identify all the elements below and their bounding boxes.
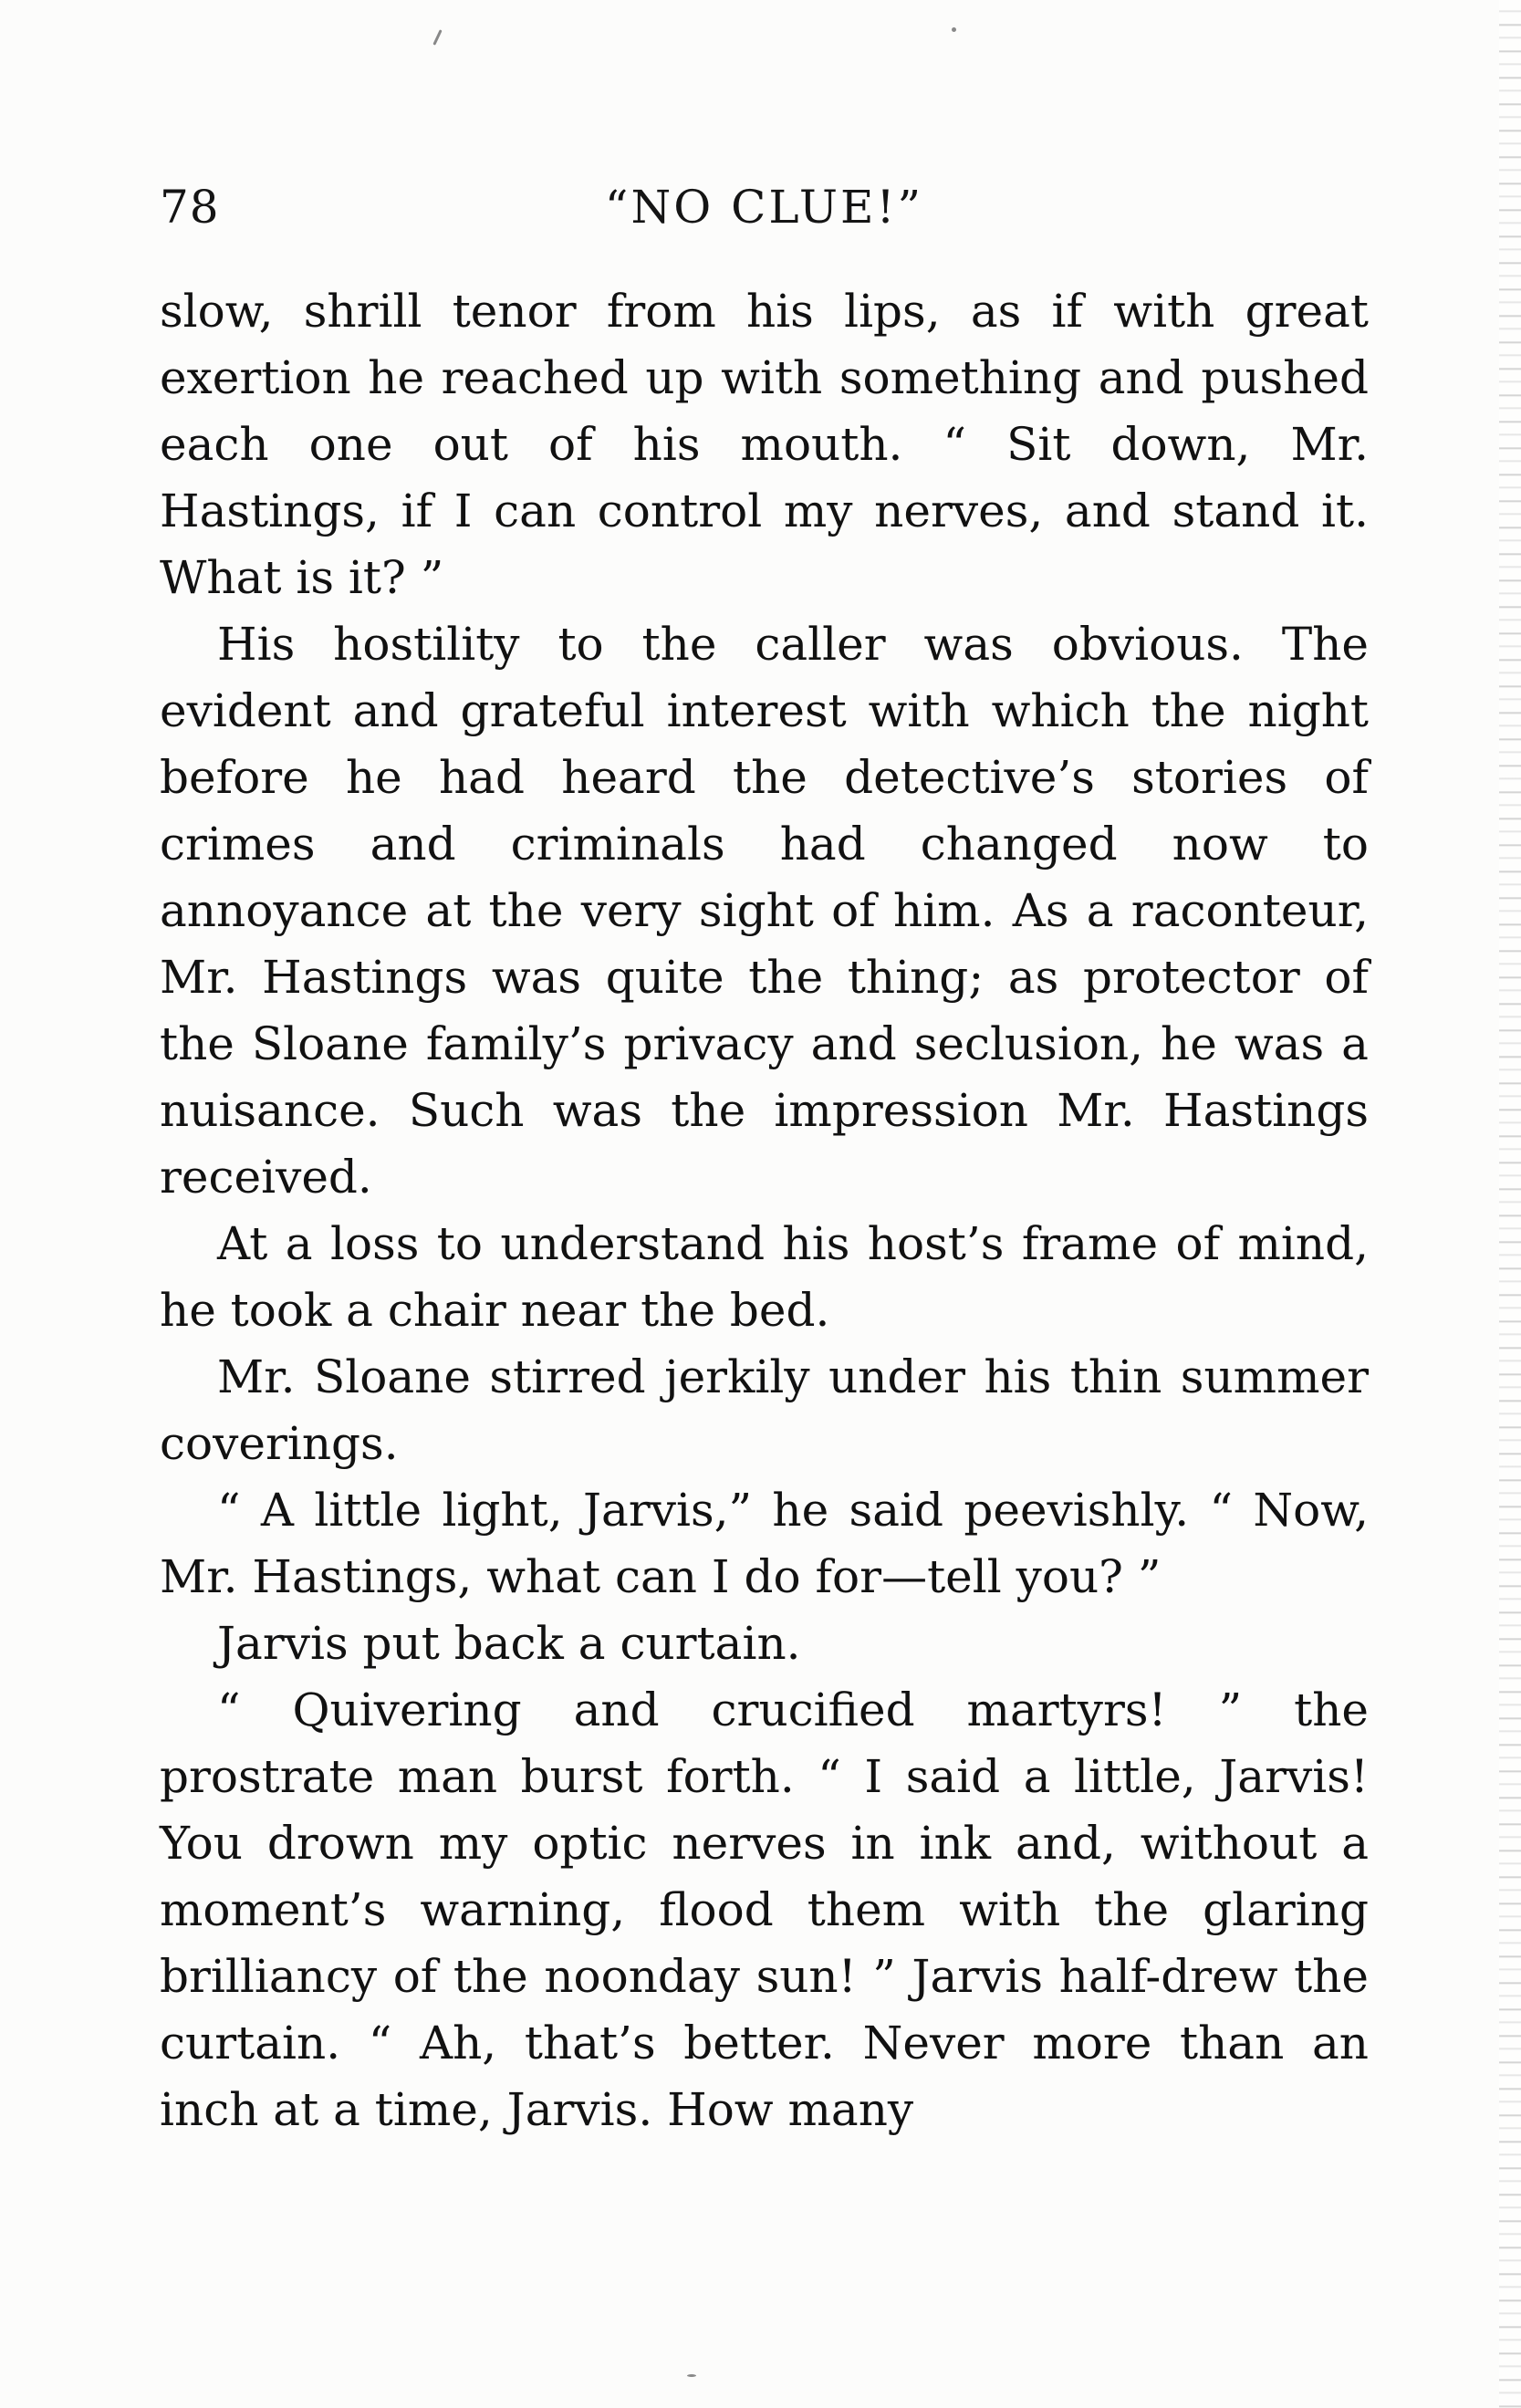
page-header: [160, 181, 1369, 254]
scan-speck: [432, 29, 442, 46]
page-edge-scan-artifact: [1499, 0, 1521, 2408]
paragraph: “ Quivering and crucified martyrs! ” the prostrate man burst forth. “ I said a little, Jarvis! You drown my optic nerves in ink and, without a moment’s warning, flood them with the glaring brilliancy of the noonday sun! ” Jarvis half-drew the curtain. “ Ah, that’s better. Never more than an inch at a time, Jarvis. How many: [160, 1684, 1369, 2136]
paragraph: “ A little light, Jarvis,” he said peevishly. “ Now, Mr. Hastings, what can I do for—tell you? ”: [160, 1484, 1369, 1603]
running-title: “NO CLUE!”: [604, 181, 924, 234]
scan-speck: [952, 27, 956, 32]
scan-speck: [687, 2374, 696, 2377]
paragraph: Jarvis put back a curtain.: [217, 1617, 801, 1670]
paragraph: His hostility to the caller was obvious. The evident and grateful interest with which the night before he had heard the detective’s stories of crimes and criminals had changed now to annoyance at the very sight of him. As a raconteur, Mr. Hastings was quite the thing; as protector of the Sloane family’s privacy and seclusion, he was a nuisance. Such was the impression Mr. Hastings received.: [160, 618, 1369, 1204]
page-number: 78: [160, 181, 220, 234]
body-text: [160, 278, 1369, 2143]
paragraph: At a loss to understand his host’s frame of mind, he took a chair near the bed.: [160, 1217, 1369, 1337]
paragraph: Mr. Sloane stirred jerkily under his thin summer coverings.: [160, 1350, 1369, 1470]
paragraph: slow, shrill tenor from his lips, as if with great exertion he reached up with something and pushed each one out of his mouth. “ Sit down, Mr. Hastings, if I can control my nerves, and stand it. What is it? ”: [160, 285, 1369, 604]
